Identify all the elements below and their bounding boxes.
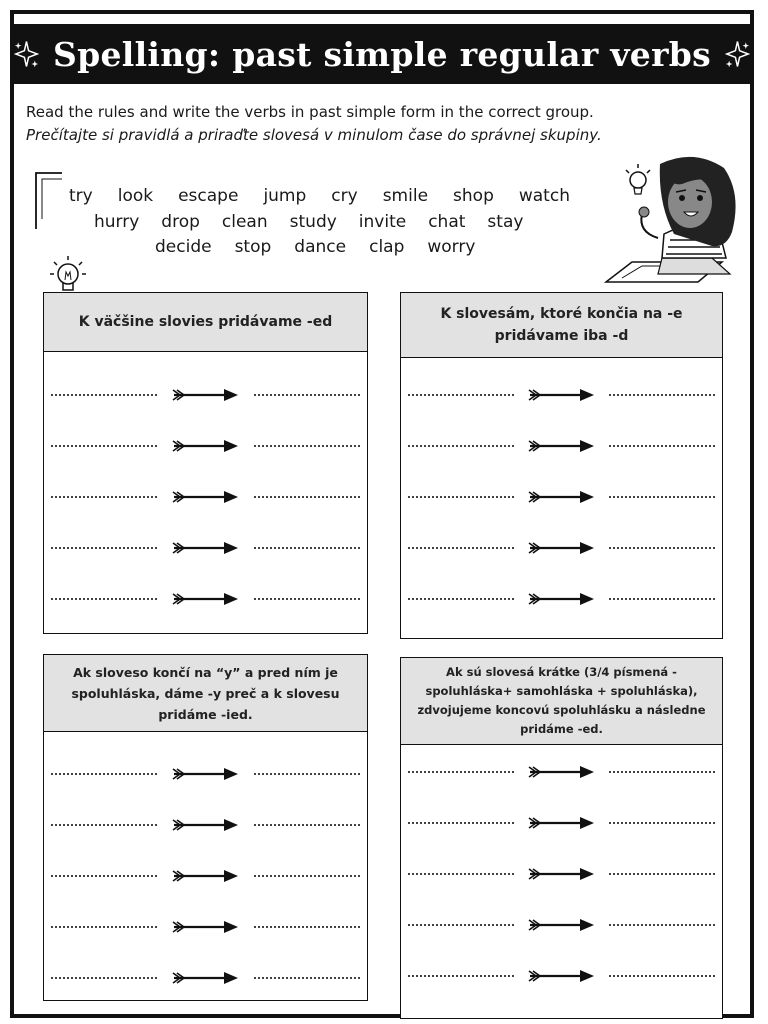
word-bank-word: shop xyxy=(453,186,494,206)
blank-verb-line[interactable] xyxy=(407,547,515,549)
answer-row xyxy=(50,968,361,988)
blank-past-form-line[interactable] xyxy=(608,975,716,977)
page-title: Spelling: past simple regular verbs xyxy=(52,34,712,74)
arrow-right-icon xyxy=(528,814,596,832)
blank-verb-line[interactable] xyxy=(407,975,515,977)
word-bank-word: study xyxy=(289,212,337,232)
blank-past-form-line[interactable] xyxy=(253,977,361,979)
arrow-right-icon xyxy=(172,539,240,557)
blank-past-form-line[interactable] xyxy=(253,773,361,775)
arrow-right-icon xyxy=(172,969,240,987)
blank-verb-line[interactable] xyxy=(50,547,158,549)
arrow-right-icon xyxy=(172,590,240,608)
blank-past-form-line[interactable] xyxy=(608,394,716,396)
arrow-right-icon xyxy=(528,590,596,608)
word-bank-word: decide xyxy=(155,237,212,257)
rule-box-add-ed xyxy=(43,292,368,634)
answer-row xyxy=(50,385,361,405)
arrow-right-icon xyxy=(172,765,240,783)
blank-past-form-line[interactable] xyxy=(608,445,716,447)
word-bank-line-3 xyxy=(155,237,475,261)
arrow-right-icon xyxy=(172,437,240,455)
blank-verb-line[interactable] xyxy=(50,445,158,447)
instruction-english: Read the rules and write the verbs in past simple form in the correct group. xyxy=(26,103,594,121)
rule-box-add-d xyxy=(400,292,723,639)
arrow-right-icon xyxy=(172,816,240,834)
blank-verb-line[interactable] xyxy=(407,445,515,447)
answer-row xyxy=(407,915,716,935)
word-bank-word: smile xyxy=(382,186,429,206)
blank-verb-line[interactable] xyxy=(407,822,515,824)
blank-verb-line[interactable] xyxy=(50,824,158,826)
blank-verb-line[interactable] xyxy=(50,875,158,877)
blank-past-form-line[interactable] xyxy=(253,875,361,877)
rule-heading-double-consonant: Ak sú slovesá krátke (3/4 písmená - spoluhláska+ samohláska + spoluhláska), zdvojujeme koncovú spoluhlásku a následne pridáme -ed. xyxy=(401,658,722,745)
worksheet-page xyxy=(10,10,754,1018)
answer-row xyxy=(407,813,716,833)
sparkle-icon xyxy=(725,37,750,71)
word-bank-word: clap xyxy=(369,237,405,257)
answer-row xyxy=(407,487,716,507)
word-bank-word: jump xyxy=(263,186,307,206)
answer-row xyxy=(407,864,716,884)
word-bank-word: cry xyxy=(331,186,358,206)
word-bank-word: drop xyxy=(161,212,200,232)
blank-verb-line[interactable] xyxy=(407,598,515,600)
arrow-right-icon xyxy=(528,967,596,985)
corner-bracket-decoration xyxy=(34,171,64,231)
word-bank-word: watch xyxy=(518,186,570,206)
blank-verb-line[interactable] xyxy=(50,496,158,498)
blank-past-form-line[interactable] xyxy=(608,547,716,549)
blank-verb-line[interactable] xyxy=(407,496,515,498)
girl-idea-illustration xyxy=(602,154,742,294)
word-bank-word: clean xyxy=(221,212,268,232)
word-bank-word: invite xyxy=(358,212,407,232)
answer-row xyxy=(407,385,716,405)
blank-verb-line[interactable] xyxy=(50,773,158,775)
answer-row xyxy=(50,815,361,835)
rule-heading-add-ied: Ak sloveso končí na “y” a pred ním je spoluhláska, dáme -y preč a k slovesu pridáme -ied. xyxy=(44,655,367,732)
arrow-right-icon xyxy=(528,488,596,506)
blank-past-form-line[interactable] xyxy=(253,445,361,447)
answer-row xyxy=(407,538,716,558)
blank-verb-line[interactable] xyxy=(50,926,158,928)
answer-row xyxy=(407,589,716,609)
arrow-right-icon xyxy=(172,386,240,404)
blank-past-form-line[interactable] xyxy=(608,822,716,824)
word-bank-line-2 xyxy=(94,212,523,236)
answer-row xyxy=(50,538,361,558)
blank-past-form-line[interactable] xyxy=(253,926,361,928)
word-bank-word: stop xyxy=(234,237,272,257)
word-bank-word: hurry xyxy=(94,212,140,232)
title-bar xyxy=(14,24,750,84)
answer-row xyxy=(50,589,361,609)
blank-past-form-line[interactable] xyxy=(608,496,716,498)
answer-row xyxy=(407,436,716,456)
rule-box-double-consonant xyxy=(400,657,723,1019)
answer-row xyxy=(407,966,716,986)
blank-verb-line[interactable] xyxy=(50,977,158,979)
blank-verb-line[interactable] xyxy=(407,394,515,396)
blank-verb-line[interactable] xyxy=(407,771,515,773)
blank-verb-line[interactable] xyxy=(50,598,158,600)
arrow-right-icon xyxy=(528,437,596,455)
blank-verb-line[interactable] xyxy=(407,873,515,875)
word-bank-word: chat xyxy=(428,212,466,232)
rule-heading-add-d: K slovesám, ktoré končia na -e pridávame iba -d xyxy=(401,293,722,358)
blank-past-form-line[interactable] xyxy=(253,547,361,549)
rule-box-add-ied xyxy=(43,654,368,1001)
answer-row xyxy=(50,764,361,784)
arrow-right-icon xyxy=(528,865,596,883)
arrow-right-icon xyxy=(172,867,240,885)
blank-past-form-line[interactable] xyxy=(608,924,716,926)
answer-row xyxy=(407,762,716,782)
blank-past-form-line[interactable] xyxy=(253,598,361,600)
blank-past-form-line[interactable] xyxy=(608,598,716,600)
answer-row xyxy=(50,487,361,507)
blank-past-form-line[interactable] xyxy=(253,824,361,826)
word-bank-word: dance xyxy=(294,237,347,257)
answer-row xyxy=(50,917,361,937)
blank-past-form-line[interactable] xyxy=(608,771,716,773)
blank-past-form-line[interactable] xyxy=(253,496,361,498)
blank-past-form-line[interactable] xyxy=(608,873,716,875)
arrow-right-icon xyxy=(172,488,240,506)
arrow-right-icon xyxy=(528,386,596,404)
word-bank-line-1 xyxy=(69,186,570,210)
word-bank-word: escape xyxy=(178,186,239,206)
blank-verb-line[interactable] xyxy=(50,394,158,396)
answer-row xyxy=(50,866,361,886)
arrow-right-icon xyxy=(528,916,596,934)
word-bank-word: worry xyxy=(427,237,476,257)
word-bank-word: look xyxy=(117,186,154,206)
blank-verb-line[interactable] xyxy=(407,924,515,926)
word-bank-word: try xyxy=(69,186,93,206)
instruction-slovak: Prečítajte si pravidlá a priraďte slovesá v minulom čase do správnej skupiny. xyxy=(26,126,602,144)
arrow-right-icon xyxy=(528,539,596,557)
rule-heading-add-ed: K väčšine slovies pridávame -ed xyxy=(44,293,367,352)
arrow-right-icon xyxy=(528,763,596,781)
blank-past-form-line[interactable] xyxy=(253,394,361,396)
answer-row xyxy=(50,436,361,456)
word-bank-word: stay xyxy=(487,212,524,232)
arrow-right-icon xyxy=(172,918,240,936)
sparkle-icon xyxy=(14,37,39,71)
